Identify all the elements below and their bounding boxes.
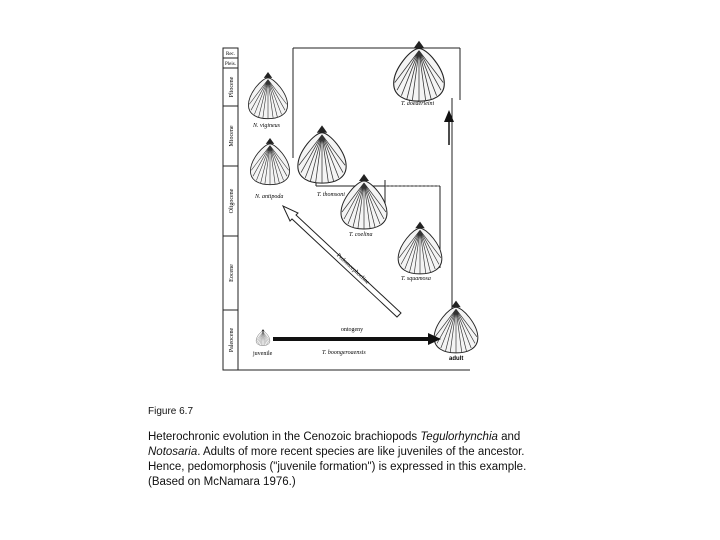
- label-pedomorphocline: Pedomorphocline: [335, 252, 371, 286]
- shell-adult: [434, 301, 478, 353]
- caption-body: [148, 430, 568, 490]
- label-adult: adult: [449, 356, 464, 362]
- label-n-vigineus: N. vigineus: [253, 123, 280, 129]
- epoch-eocene: Eocene: [229, 264, 235, 282]
- ontogeny-arrow: [273, 327, 441, 345]
- caption-line4: (Based on McNamara 1976.): [148, 476, 296, 488]
- epoch-miocene: Miocene: [229, 125, 235, 147]
- caption-genus-notosaria: Notosaria: [148, 446, 198, 458]
- shell-t-squamosa: [398, 222, 442, 274]
- shell-t-thomsoni: [298, 125, 346, 183]
- epoch-pliocene: Pliocene: [229, 76, 235, 98]
- label-t-boongeroaensis: T. boongeroaensis: [322, 350, 366, 356]
- label-t-squamosa: T. squamosa: [401, 276, 431, 282]
- caption-line2-rest: . Adults of more recent species are like juveniles of the ancestor.: [197, 446, 525, 458]
- caption-line3: Hence, pedomorphosis ("juvenile formation") is expressed in this example.: [148, 461, 527, 473]
- epoch-oligocene: Oligocene: [229, 188, 235, 214]
- epoch-paleocene: Paleocene: [229, 327, 235, 353]
- caption-genus-tegulorhynchia: Tegulorhynchia: [420, 431, 498, 443]
- epoch-pleistocene: Pleis.: [225, 62, 236, 67]
- shell-n-vigineus: [248, 72, 287, 119]
- label-t-thomsoni: T. thomsoni: [317, 192, 345, 198]
- shell-t-doederleini: [394, 41, 445, 101]
- label-juvenile: juvenile: [253, 351, 273, 357]
- caption-title: Figure 6.7: [148, 406, 194, 417]
- epoch-recent: Rec.: [225, 52, 236, 57]
- shell-t-coelina: [341, 174, 387, 229]
- shell-n-antipoda: [250, 138, 289, 185]
- label-t-doederleini: T. doederleini: [401, 101, 435, 107]
- label-t-coelina: T. coelina: [349, 232, 373, 238]
- label-n-antipoda: N. antipoda: [255, 194, 284, 200]
- shell-juvenile: [256, 329, 270, 346]
- caption-line1-start: Heterochronic evolution in the Cenozoic brachiopods: [148, 431, 421, 443]
- label-ontogeny: ontogeny: [340, 327, 364, 333]
- caption-line1-and: and: [497, 431, 521, 443]
